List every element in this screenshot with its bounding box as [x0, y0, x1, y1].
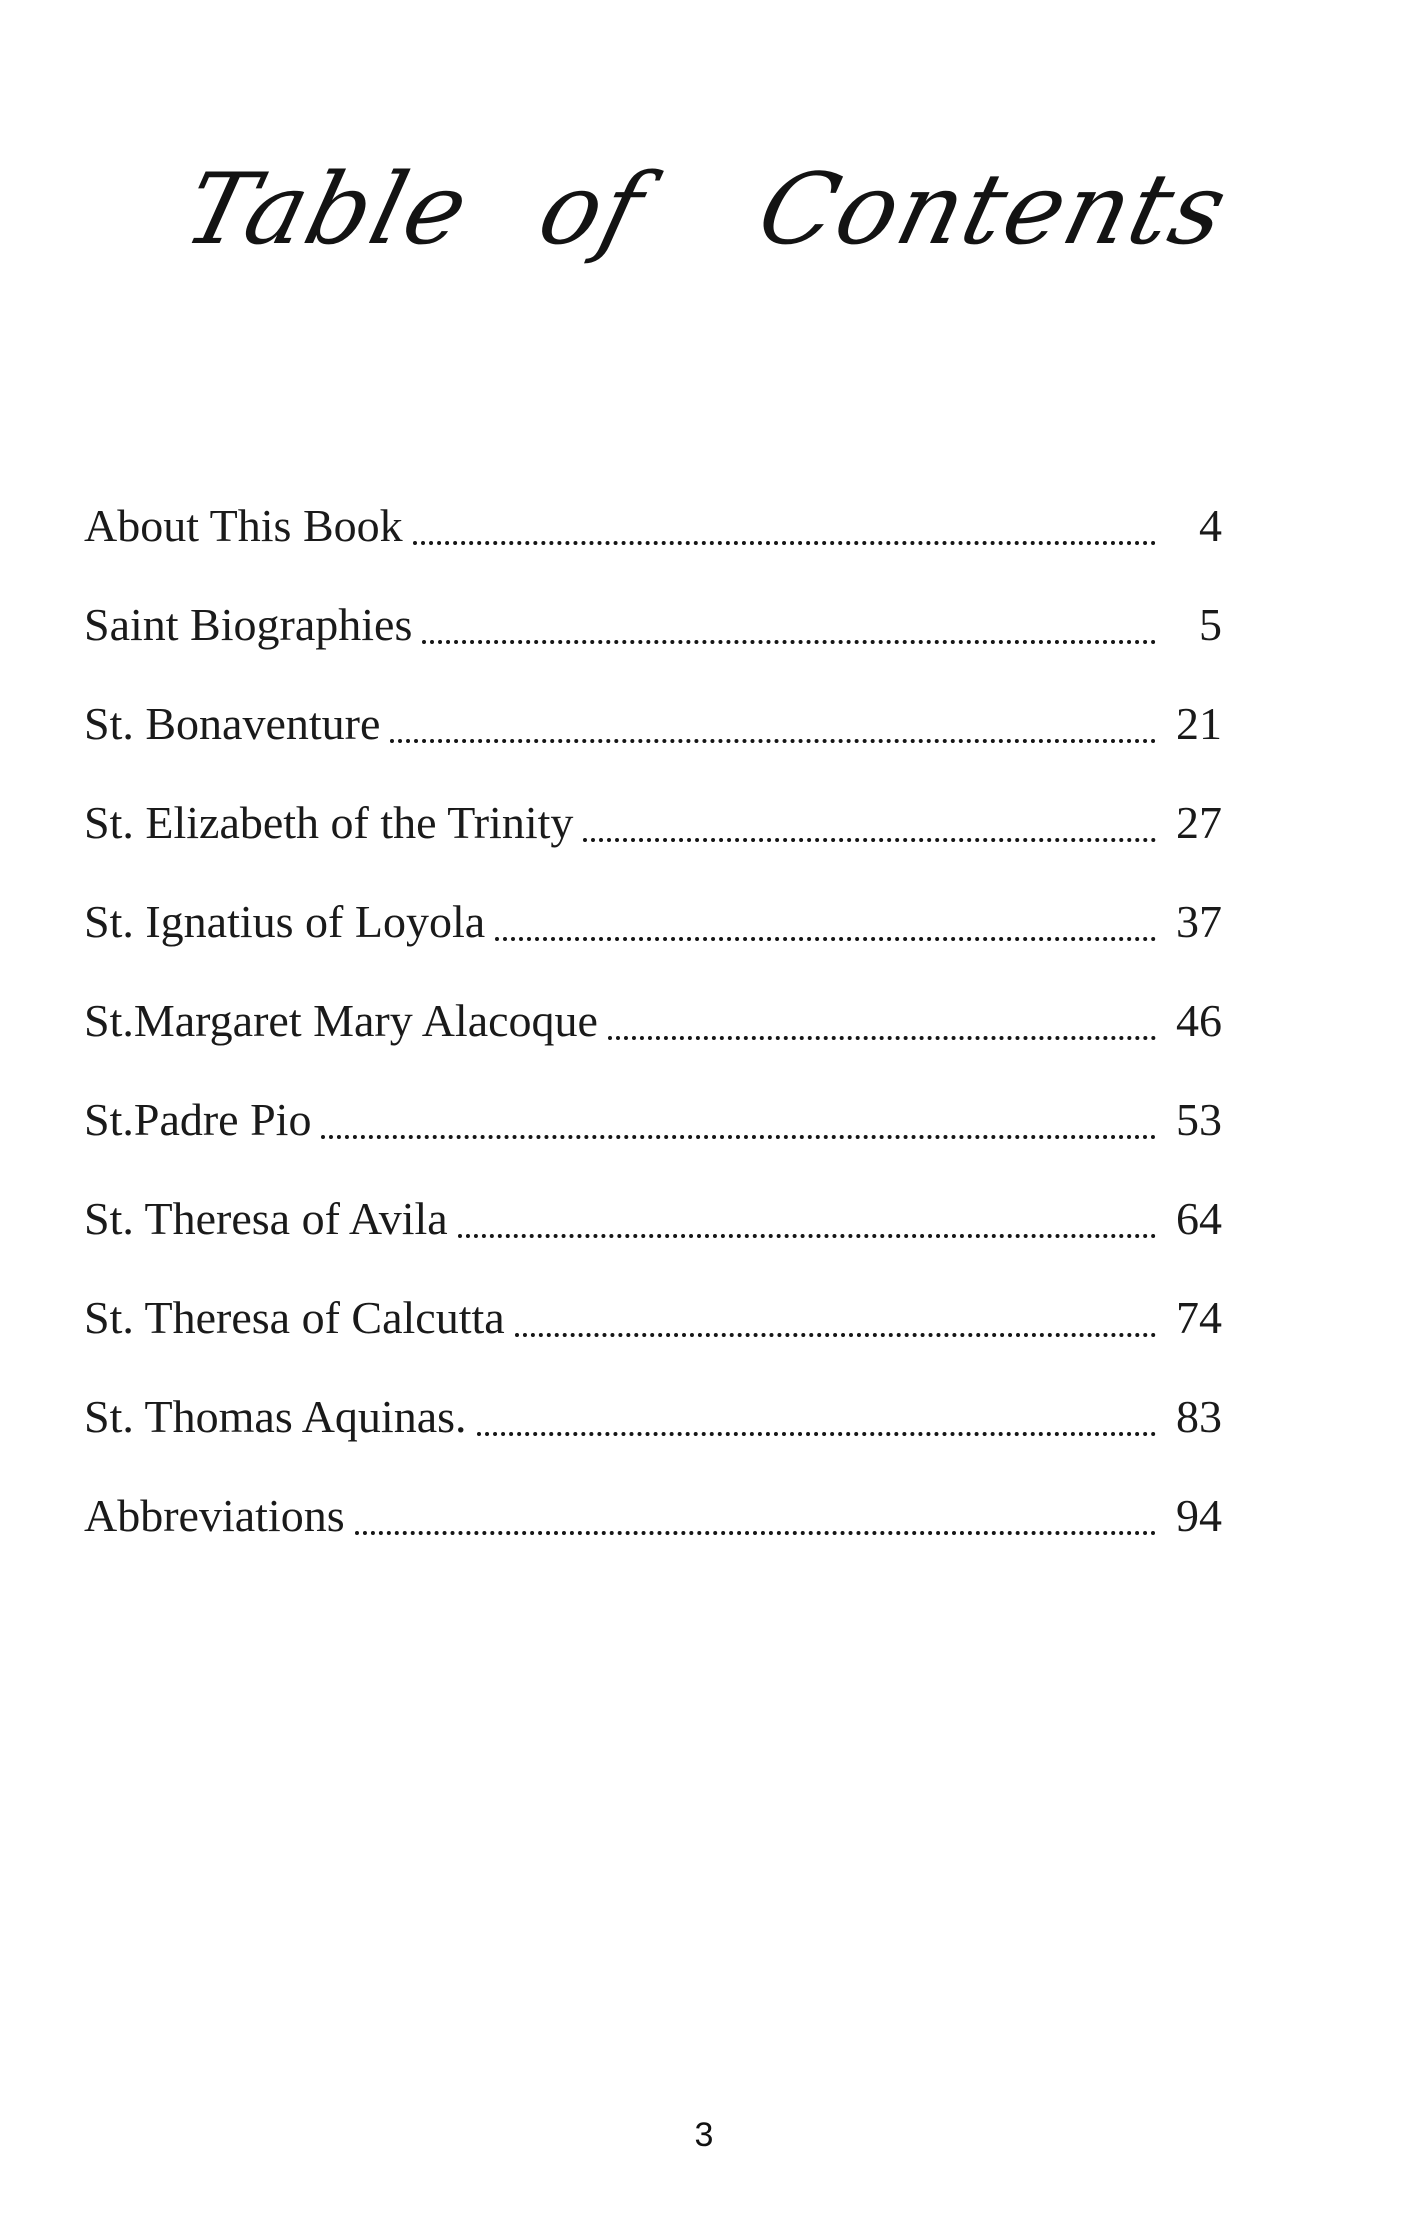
toc-entry-label: St. Thomas Aquinas.	[84, 1390, 467, 1442]
title-word-table: Table	[173, 153, 481, 267]
title-word-contents: Contents	[747, 153, 1240, 267]
toc-entry	[84, 971, 1222, 1070]
toc-entry-page: 64	[1176, 1192, 1222, 1244]
toc-entry-label: St.Padre Pio	[84, 1093, 312, 1145]
dot-leader	[413, 506, 1156, 545]
toc-entry-page: 5	[1199, 598, 1222, 650]
toc-list	[84, 476, 1222, 1565]
toc-entry	[84, 1268, 1222, 1367]
dot-leader	[321, 1100, 1156, 1139]
toc-entry-label: Abbreviations	[84, 1489, 345, 1541]
dot-leader	[495, 902, 1156, 941]
toc-entry-label: St. Elizabeth of the Trinity	[84, 796, 574, 848]
dot-leader	[390, 704, 1156, 743]
toc-entry	[84, 1169, 1222, 1268]
toc-entry	[84, 1367, 1222, 1466]
toc-entry-label: St.Margaret Mary Alacoque	[84, 994, 598, 1046]
dot-leader	[583, 803, 1156, 842]
toc-entry	[84, 773, 1222, 872]
dot-leader	[477, 1397, 1156, 1436]
toc-entry-page: 27	[1176, 796, 1222, 848]
toc-entry-label: St. Ignatius of Loyola	[84, 895, 486, 947]
toc-entry-page: 83	[1176, 1390, 1222, 1442]
toc-entry-page: 46	[1176, 994, 1222, 1046]
toc-entry	[84, 575, 1222, 674]
dot-leader	[608, 1001, 1156, 1040]
toc-entry-label: About This Book	[84, 499, 403, 551]
toc-entry	[84, 1070, 1222, 1169]
toc-entry	[84, 476, 1222, 575]
toc-entry-page: 94	[1176, 1489, 1222, 1541]
toc-entry	[84, 1466, 1222, 1565]
toc-entry-page: 74	[1176, 1291, 1222, 1343]
dot-leader	[355, 1496, 1156, 1535]
page-title	[0, 110, 1408, 330]
toc-entry-page: 21	[1176, 697, 1222, 749]
title-word-of: of	[528, 153, 656, 267]
dot-leader	[458, 1199, 1156, 1238]
toc-entry-label: St. Theresa of Avila	[84, 1192, 448, 1244]
toc-entry-page: 53	[1176, 1093, 1222, 1145]
toc-entry	[84, 872, 1222, 971]
toc-entry-label: Saint Biographies	[84, 598, 413, 650]
toc-entry-page: 4	[1199, 499, 1222, 551]
dot-leader	[515, 1298, 1156, 1337]
toc-entry	[84, 674, 1222, 773]
toc-entry-label: St. Bonaventure	[84, 697, 381, 749]
toc-entry-label: St. Theresa of Calcutta	[84, 1291, 505, 1343]
page-number: 3	[694, 2116, 714, 2154]
toc-entry-page: 37	[1176, 895, 1222, 947]
dot-leader	[422, 605, 1156, 644]
